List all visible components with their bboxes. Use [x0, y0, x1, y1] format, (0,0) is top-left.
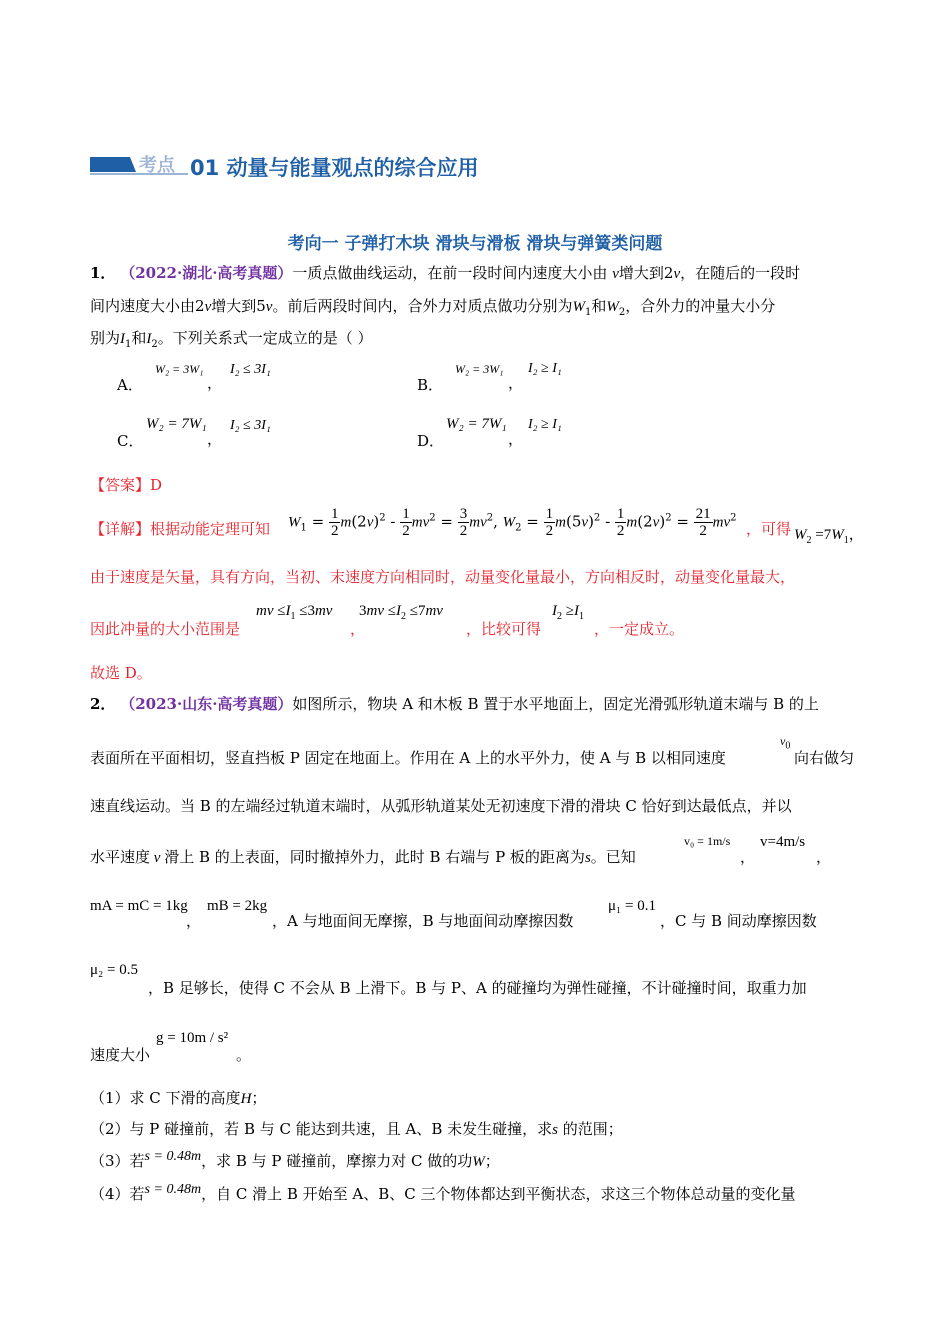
q1-detail-line-3b: ，比较可得 [466, 620, 542, 638]
v-value: v=4m/s [760, 834, 806, 850]
option-a-label[interactable]: A． [117, 376, 143, 394]
sub1-var: H [240, 1091, 252, 1107]
q1-line-1: 1． （2022·湖北·高考真题）一质点做曲线运动，在前一段时间内速度大小由 v增大到2v，在随后的一段时 [90, 264, 801, 282]
q1-detail-line-2: 由于速度是矢量，具有方向，当初、末速度方向相同时，动量变化量最小，方向相反时，动量变化量最大， [90, 568, 796, 586]
topic-subtitle: 考向一 子弹打木块 滑块与滑板 滑块与弹簧类问题 [287, 234, 663, 254]
sub1-end: ； [251, 1089, 267, 1107]
q1-stem-text-3: ，在随后的一段时 [680, 264, 801, 282]
q2-text-1: 如图所示，物块 A 和木板 B 置于水平地面上，固定光滑弧形轨道末端与 B 的上 [292, 695, 819, 713]
q1-line-2: 间内速度大小由2v增大到5v。前后两段时间内，合外力对质点做功分别为$W_1$和$W_2$，合外力的冲量大小分 [90, 297, 776, 318]
option-c-work: W₂ = 7W₁ [146, 416, 207, 432]
mass-ac-value: mA = mC = 1kg [90, 898, 188, 914]
detail-tag: 【详解】 [90, 520, 151, 538]
mu1-value: μ₁ = 0.1 [608, 898, 656, 914]
sub2-var: s [552, 1122, 558, 1138]
q1-detail-line-1 [90, 518, 270, 540]
q1-source: （2022·湖北·高考真题） [120, 264, 293, 282]
q2-line-1 [90, 693, 819, 715]
detail-text-1: 根据动能定理可知 [150, 520, 271, 538]
comma-3: ， [186, 912, 202, 930]
q2-source: （2023·山东·高考真题） [120, 695, 293, 713]
q1-answer [90, 474, 162, 496]
detail-comma: ， [350, 620, 366, 638]
q1-line2-d: 和 [591, 297, 607, 315]
option-a-work: W₂ = 3W₁ [155, 362, 204, 376]
option-d-work: W₂ = 7W₁ [446, 416, 507, 432]
q1-line2-c: 。前后两段时间内，合外力对质点做功分别为 [272, 297, 573, 315]
q2-line-5a: ，A 与地面间无摩擦，B 与地面间动摩擦因数 [272, 912, 574, 930]
q1-line3-a: 别为 [90, 329, 121, 347]
g-value: g = 10m / s² [156, 1030, 229, 1046]
sub2-end: 的范围； [557, 1120, 623, 1138]
impulse-range-1: mv $\le I_1 \le 3mv$ [256, 603, 333, 622]
q1-number: 1． [90, 264, 116, 282]
answer-value: D [150, 476, 163, 494]
mass-b-value: mB = 2kg [207, 898, 268, 914]
q1-stem-text: 一质点做曲线运动，在前一段时间内速度大小由 [292, 264, 608, 282]
kinetic-energy-formula: $W_1$ = $\frac{1}{2}$ $m(2v)^2$ - $\frac{1}{2}$ $mv^2$ = $\frac{3}{2}$ $mv^2$, $W_2$ = $\frac{1}{2}$ $m(5v)^2$ - $\frac{1}{2}$ $m(2v)^2$ = $\frac{21}{2}$ $mv^2$ [288, 506, 737, 539]
comma-2: ， [816, 848, 832, 866]
q1-stem-text-2: 增大到 [618, 264, 664, 282]
option-a-comma: ， [207, 374, 223, 392]
q2-line-7a: 速度大小 [90, 1046, 151, 1064]
answer-tag: 【答案】 [90, 476, 151, 494]
sub1-text: （1）求 C 下滑的高度 [90, 1089, 241, 1107]
option-c-impulse: I₂ ≤ 3I₁ [230, 418, 271, 433]
sub3-var: W [472, 1154, 485, 1170]
option-d-comma: ， [508, 430, 524, 448]
q1-line2-b: 增大到 [211, 297, 257, 315]
impulse-compare: $I_2 \ge I_1$ [552, 603, 584, 622]
sub4-text-2: ，自 C 滑上 B 开始至 A、B、C 三个物体都达到平衡状态，求这三个物体总动量的变化量 [201, 1185, 796, 1203]
q2-line-4: 水平速度 v 滑上 B 的上表面，同时撤掉外力，此时 B 右端与 P 板的距离为s。已知 [90, 848, 636, 866]
option-c-comma: ， [207, 430, 223, 448]
option-b-comma: ， [508, 374, 524, 392]
sub4-s-value: s = 0.48m [144, 1182, 202, 1197]
option-b-work: W₂ = 3W₁ [455, 362, 504, 376]
q1-conclusion: 故选 D。 [90, 664, 152, 682]
q1-line2-a: 间内速度大小由 [90, 297, 196, 315]
option-b-impulse: I₂ ≥ I₁ [528, 361, 562, 376]
option-b-label[interactable]: B． [417, 376, 444, 394]
v0-value: v₀ = 1m/s [684, 834, 731, 848]
badge-label: 考点 [139, 155, 175, 176]
section-title: 01 动量与能量观点的综合应用 [190, 156, 479, 180]
sub3-end: ； [484, 1152, 500, 1170]
option-c-label[interactable]: C． [117, 432, 144, 450]
q2-text-4c: 。已知 [590, 848, 636, 866]
option-d-impulse: I₂ ≥ I₁ [528, 417, 562, 432]
q1-line-3: 别为$I_1$和$I_2$。下列关系式一定成立的是（ ） [90, 329, 373, 350]
q2-line-7b: 。 [236, 1046, 252, 1064]
q2-number: 2． [90, 695, 116, 713]
q2-line-2a: 表面所在平面相切，竖直挡板 P 固定在地面上。作用在 A 上的水平外力，使 A 与 B 以相同速度 [90, 749, 726, 767]
sub4-text: （4）若 [90, 1185, 145, 1203]
q2-sub-1 [90, 1087, 266, 1110]
q2-text-4a: 水平速度 [90, 848, 151, 866]
q2-line-2b: 向右做匀 [794, 749, 855, 767]
q2-line-5b: ，C 与 B 间动摩擦因数 [660, 912, 817, 930]
q2-line-6: ，B 足够长，使得 C 不会从 B 上滑下。B 与 P、A 的碰撞均为弹性碰撞，不计碰撞时间，取重力加 [148, 979, 807, 997]
result-formula-w: $W_2 =7W_1$， [794, 527, 864, 546]
q1-detail-line-3a: 因此冲量的大小范围是 [90, 620, 241, 638]
q1-detail-line-3c: ，一定成立。 [594, 620, 685, 638]
q2-text-4b: 滑上 B 的上表面，同时撤掉外力，此时 B 右端与 P 板的距离为 [164, 848, 585, 866]
comma-1: ， [740, 848, 756, 866]
option-d-label[interactable]: D． [417, 432, 445, 450]
q1-line2-e: ，合外力的冲量大小分 [625, 297, 776, 315]
sub3-s-value: s = 0.48m [144, 1149, 202, 1164]
q2-sub-3 [90, 1150, 500, 1174]
detail-text-1b: ，可得 [746, 520, 792, 538]
q1-line3-b: 和 [131, 329, 147, 347]
sub3-text: （3）若 [90, 1152, 145, 1170]
q2-line-3: 速直线运动。当 B 的左端经过轨道末端时，从弧形轨道某处无初速度下滑的滑块 C 恰好到达最低点，并以 [90, 797, 792, 815]
option-a-impulse: I₂ ≤ 3I₁ [230, 362, 271, 377]
mu2-value: μ₂ = 0.5 [90, 962, 138, 978]
v0-symbol: $v_0$ [780, 734, 791, 752]
q2-sub-2 [90, 1118, 623, 1141]
q2-sub-4 [90, 1183, 796, 1207]
impulse-range-2: $3mv \le I_2 \le 7mv$ [359, 603, 443, 622]
badge-bar-shape [90, 157, 136, 172]
sub3-text-2: ，求 B 与 P 碰撞前，摩擦力对 C 做的功 [201, 1152, 473, 1170]
sub2-text: （2）与 P 碰撞前，若 B 与 C 能达到共速，且 A、B 未发生碰撞，求 [90, 1120, 553, 1138]
q1-line3-c: 。下列关系式一定成立的是（ ） [157, 329, 373, 347]
